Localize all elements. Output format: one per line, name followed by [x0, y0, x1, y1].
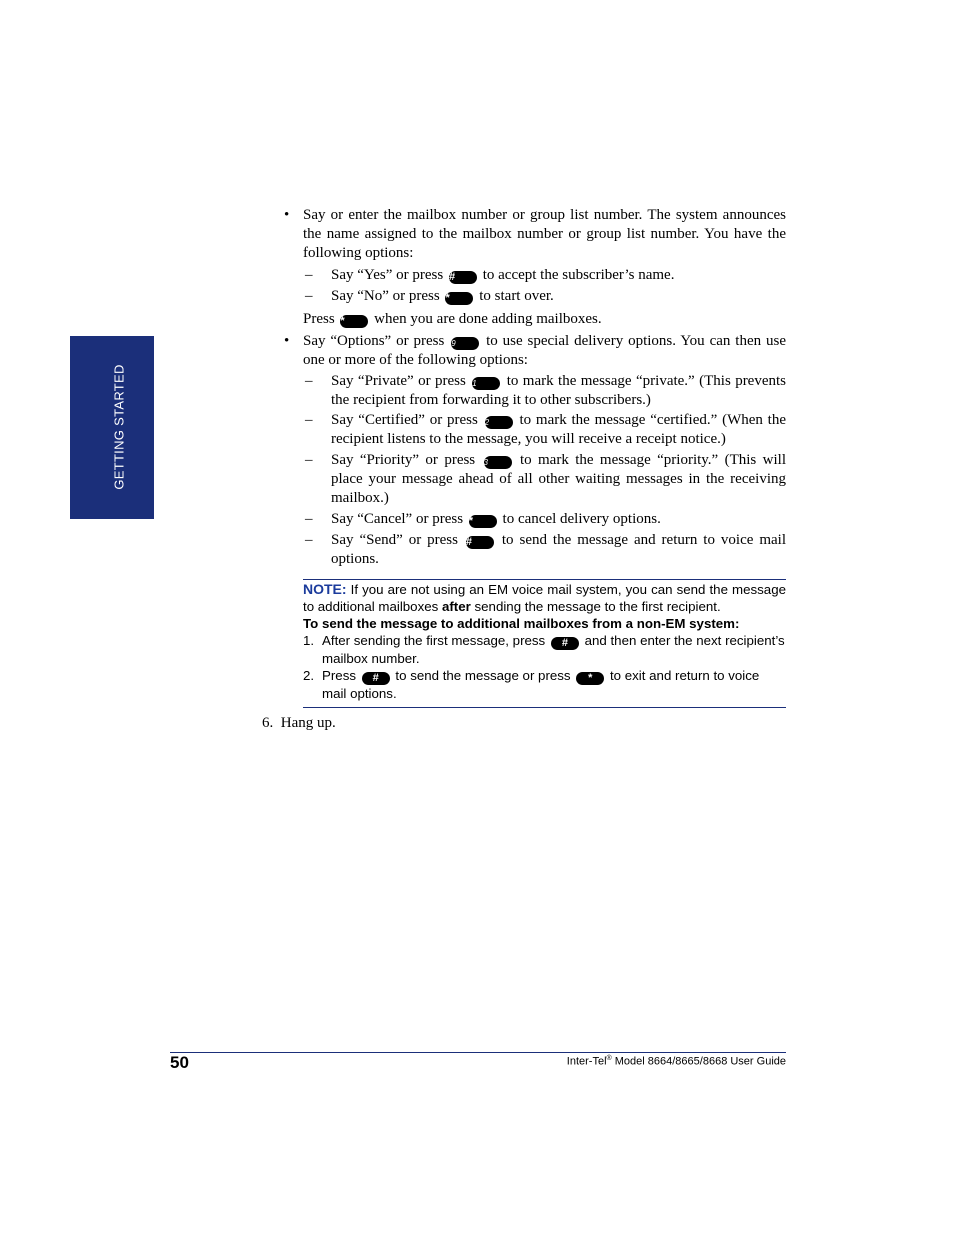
option-cancel: Say “Cancel” or press * to cancel delivery options. — [331, 511, 661, 527]
note-label: NOTE: — [303, 581, 347, 597]
dash-marker: – — [305, 511, 313, 527]
dash-marker: – — [305, 288, 313, 304]
star-key-icon: * — [469, 515, 497, 528]
footer-rule — [170, 1052, 786, 1053]
pound-key-icon: # — [449, 271, 477, 284]
bullet-marker: • — [284, 333, 290, 349]
note-heading: To send the message to additional mailboxes from a non-EM system: — [303, 616, 740, 631]
note-bottom-rule — [303, 707, 786, 708]
star-key-icon: * — [445, 292, 473, 305]
bullet-marker: • — [284, 207, 290, 223]
nine-key-icon: 9 — [451, 337, 479, 350]
bullet-mailbox-text: Say or enter the mailbox number or group list number. The system announces the name assigned to the mailbox number or group list number. You have the following options: — [303, 207, 786, 261]
step-6: 6. Hang up. — [262, 715, 336, 731]
note-step-2: 2. Press # to send the message or press * to exit and return to voice mail options. — [303, 668, 760, 701]
dash-marker: – — [305, 267, 313, 283]
dash-marker: – — [305, 532, 313, 548]
bullet-options-text: Say “Options” or press 9 to use special delivery options. You can then use one or more of the following options: — [303, 333, 786, 368]
one-key-icon: 1 — [472, 377, 500, 390]
star-key-icon: * — [340, 315, 368, 328]
page-number: 50 — [170, 1053, 189, 1072]
pound-key-icon: # — [362, 672, 390, 685]
side-tab-label: GETTING STARTED — [111, 364, 127, 490]
note-step-1: 1. After sending the first message, press # and then enter the next recipient’s mailbox number. — [303, 633, 785, 666]
option-private: Say “Private” or press 1 to mark the message “private.” (This prevents the recipient from forwarding it to other subscribers.) — [331, 373, 787, 408]
option-no: Say “No” or press * to start over. — [331, 288, 554, 304]
option-send: Say “Send” or press # to send the message and return to voice mail options. — [331, 532, 787, 567]
star-key-icon: * — [576, 672, 604, 685]
option-yes: Say “Yes” or press # to accept the subscriber’s name. — [331, 267, 675, 283]
dash-marker: – — [305, 412, 313, 428]
three-key-icon: 3 — [484, 456, 512, 469]
option-certified: Say “Certified” or press 2 to mark the message “certified.” (When the recipient listens to the message, you will receive a receipt notice.) — [331, 412, 787, 447]
guide-title: Inter-Tel® Model 8664/8665/8668 User Guide — [566, 1055, 786, 1068]
note-box: NOTE: If you are not using an EM voice mail system, you can send the message to additional mailboxes after sending the message to the first recipient. To send the message to additional mailboxes from a non-EM system: 1. After sending the first message, press # and then enter the next recipient’s mailbox number. 2. Press # to send the message or press * to exit and return to voice mail options. — [303, 581, 786, 701]
dash-marker: – — [305, 452, 313, 468]
press-done-text: Press * when you are done adding mailboxes. — [303, 311, 602, 327]
dash-marker: – — [305, 373, 313, 389]
option-priority: Say “Priority” or press 3 to mark the message “priority.” (This will place your message ahead of all other waiting messages in the receiving mailbox.) — [331, 452, 786, 506]
two-key-icon: 2 — [485, 416, 513, 429]
pound-key-icon: # — [466, 536, 494, 549]
note-top-rule — [303, 579, 786, 580]
pound-key-icon: # — [551, 637, 579, 650]
